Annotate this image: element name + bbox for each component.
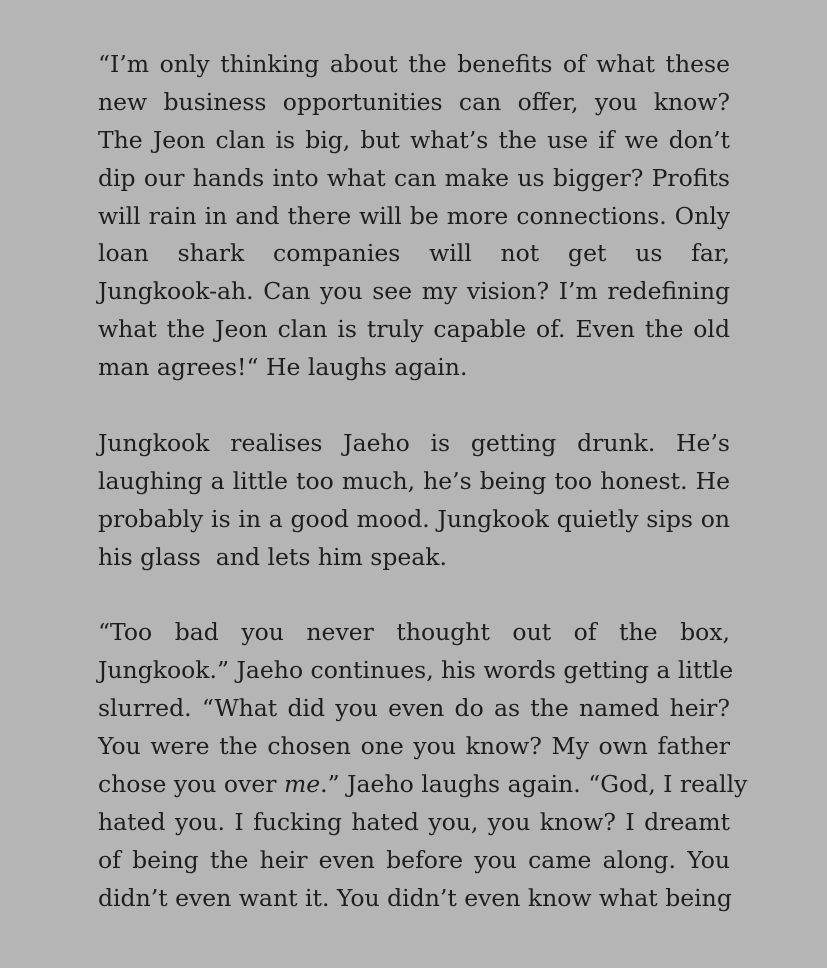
text-line: hated you. I fucking hated you, you know? I dreamt (98, 807, 730, 836)
text-line: Jungkook-ah. Can you see my vision? I’m redefining (98, 277, 730, 306)
text-line: Jungkook realises Jaeho is getting drunk. He’s (98, 428, 730, 457)
text-line: dip our hands into what can make us bigger? Profits (98, 163, 730, 192)
text-segment: .” Jaeho laughs again. “God, I really (320, 769, 748, 798)
text-line: probably is in a good mood. Jungkook quietly sips on (98, 504, 730, 533)
text-line: new business opportunities can offer, you know? (98, 87, 730, 116)
text-line: You were the chosen one you know? My own father (98, 732, 730, 761)
text-line: “Too bad you never thought out of the box, (98, 618, 730, 647)
text-line: of being the heir even before you came along. You (98, 845, 730, 874)
text-segment: chose you over (98, 769, 284, 798)
text-line: his glass and lets him speak. (98, 542, 448, 571)
text-line: man agrees!“ He laughs again. (98, 353, 468, 382)
text-line: what the Jeon clan is truly capable of. Even the old (98, 315, 730, 344)
emphasis-me: me (283, 769, 321, 798)
paragraph-3 (98, 614, 748, 917)
story-text (98, 46, 748, 955)
text-line: The Jeon clan is big, but what’s the use if we don’t (98, 125, 730, 154)
text-line: laughing a little too much, he’s being too honest. He (98, 466, 730, 495)
text-line: slurred. “What did you even do as the named heir? (98, 694, 730, 723)
paragraph-1 (98, 46, 730, 387)
text-line: “I’m only thinking about the benefits of what these (98, 50, 730, 78)
text-line: loan shark companies will not get us far, (98, 239, 730, 268)
text-line-italic (98, 766, 748, 804)
paragraph-2 (98, 425, 730, 577)
text-line: Jungkook.” Jaeho continues, his words getting a little (98, 656, 734, 685)
text-line: didn’t even want it. You didn’t even know what being (98, 883, 732, 912)
text-line: will rain in and there will be more connections. Only (98, 201, 730, 230)
